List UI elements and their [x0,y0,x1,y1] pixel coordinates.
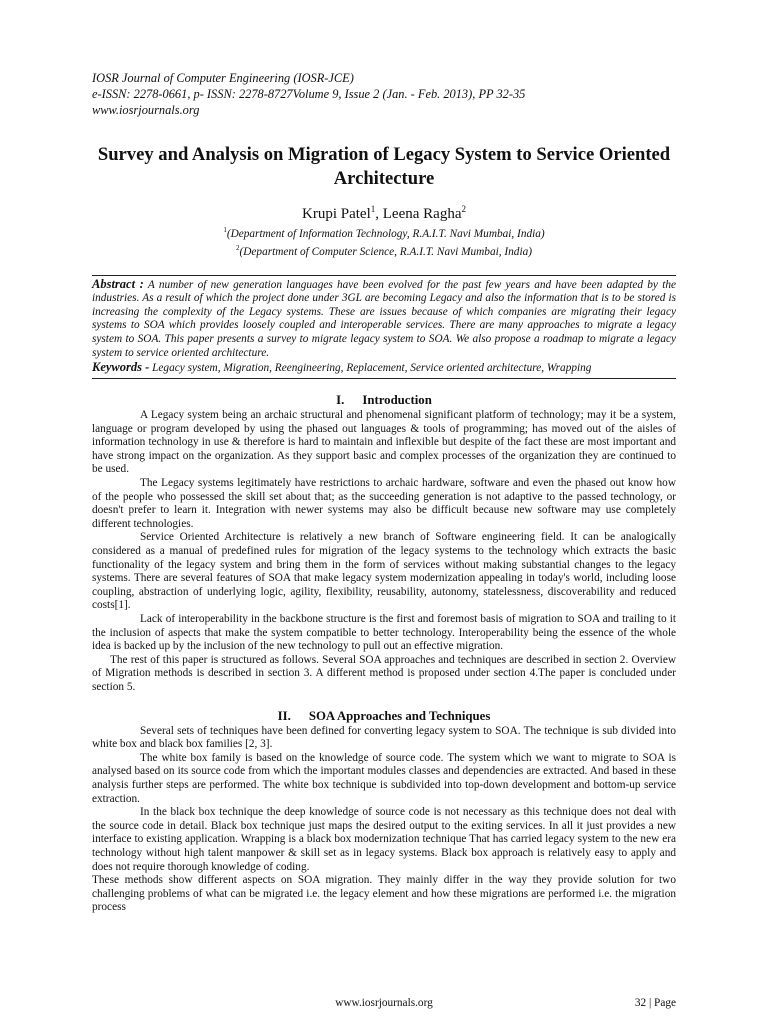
paragraph: Service Oriented Architecture is relatively a new branch of Software engineering field. It can be analogically considered as a manual of predefined rules for migration of the legacy systems to the technology which extracts the basic functionality of the legacy system and bring them in the form of services without making substantial changes to the legacy systems. There are several features of SOA that make legacy system modernization appealing in today's world, including loose coupling, abstraction of underlying logic, agility, flexibility, reusability, autonomy, statelessness, discoverability and reduced costs[1]. [92,531,676,612]
section-number: II. [277,708,291,723]
paper-title: Survey and Analysis on Migration of Legacy System to Service Oriented Architecture [97,144,671,189]
issn-line: e-ISSN: 2278-0661, p- ISSN: 2278-8727Volume 9, Issue 2 (Jan. - Feb. 2013), PP 32-35 [92,87,526,101]
affiliation-text: (Department of Computer Science, R.A.I.T. Navi Mumbai, India) [239,245,532,258]
paragraph: In the black box technique the deep knowledge of source code is not necessary as this technique does not deal with the source code in detail. Black box technique just maps the desired output to the exiting services. In all it just provides a new interface to existing application. Wrapping is a black box modernization technique That has carried legacy system to the new era technology without high talent manpower & skill set as in legacy systems. Black box approach is relatively easy to apply and does not require thorough knowledge of coding. [92,806,676,873]
abstract-top-rule [92,275,676,276]
abstract-text: A number of new generation languages have been evolved for the past few years and have been adapted by the industries. As a result of which the project done under 3GL are becoming Legacy and also the information that is to be stored is increasing the complexity of the Legacy systems. These are issues because of which companies are migrating their legacy systems to SOA which provides loosely coupled and interoperable services. There are many approaches to migrate a legacy system to SOA. This paper presents a survey to migrate legacy system to SOA. We also propose a roadmap to migrate a legacy system to service oriented architecture. [92,278,676,359]
paragraph: The white box family is based on the knowledge of source code. The system which we want to migrate to SOA is analysed based on its source code from which the important modules classes and dependencies are extracted. And based in these analysis further steps are performed. The white box technique is subdivided into top-down development and bottom-up service extraction. [92,751,676,805]
keywords [92,360,676,375]
affiliation-superscript: 2 [235,243,240,252]
section-heading [92,392,676,408]
keywords-text: Legacy system, Migration, Reengineering, Replacement, Service oriented architecture, Wrapping [152,362,592,375]
author-list [92,200,676,223]
abstract [92,278,676,361]
section-heading [92,708,676,724]
footer-website: www.iosrjournals.org [335,997,433,1009]
paper-page [92,70,676,915]
affiliation [92,223,676,241]
journal-header [92,70,676,118]
author-separator: , [375,206,383,222]
journal-name: IOSR Journal of Computer Engineering (IOSR-JCE) [92,71,354,85]
affiliation [92,241,676,259]
paragraph: A Legacy system being an archaic structural and phenomenal significant platform of technology; may it be a system, language or program developed by using the phased out languages & tools of programming; has moved out of the aisles of information technology in use & therefore is hard to maintain and inflexible but despite of the fact these are most important and have strong impact on the organization. As they support basic and complex processes of the organization they are continued to be used. [92,409,676,476]
abstract-bottom-rule [92,378,676,379]
journal-website: www.iosrjournals.org [92,103,200,117]
abstract-label: Abstract : [92,276,144,291]
section-title: SOA Approaches and Techniques [308,708,491,723]
paragraph: The rest of this paper is structured as follows. Several SOA approaches and techniques are described in section 2. Overview of Migration methods is described in section 3. A different method is proposed under section 4.The paper is concluded under section 5. [92,653,676,693]
paragraph: These methods show different aspects on SOA migration. They mainly differ in the way they provide solution for two challenging problems of what can be migrated i.e. the legacy element and how these migrations are performed i.e. the migration process [92,874,676,914]
keywords-label: Keywords - [92,360,150,375]
paragraph: Several sets of techniques have been defined for converting legacy system to SOA. The technique is sub divided into white box and black box families [2, 3]. [92,724,676,751]
section-title: Introduction [362,393,432,408]
paragraph: The Legacy systems legitimately have restrictions to archaic hardware, software and even the phased out know how of the people who possessed the skill set about that; as the succeeding generation is not adaptive to the passed technology, or doesn't prefer to learn it. Integration with newer systems may also be difficult because new software may use completely different technologies. [92,477,676,530]
page-number: 32 | Page [634,997,676,1009]
author-superscript: 1 [370,204,376,214]
author-name: Krupi Patel [302,206,371,222]
paragraph: Lack of interoperability in the backbone structure is the first and foremost basis of migration to SOA and trailing to it the inclusion of aspects that make the system compatible to better technology. Interoperability being the essence of the whole idea is backed up by the inclusion of the new technology to pull out an effective migration. [92,613,676,653]
author-superscript: 2 [461,204,466,214]
author-name: Leena Ragha [382,206,462,222]
section-number: I. [336,393,345,408]
affiliation-superscript: 1 [223,226,227,234]
affiliation-text: (Department of Information Technology, R.A.I.T. Navi Mumbai, India) [226,227,545,240]
